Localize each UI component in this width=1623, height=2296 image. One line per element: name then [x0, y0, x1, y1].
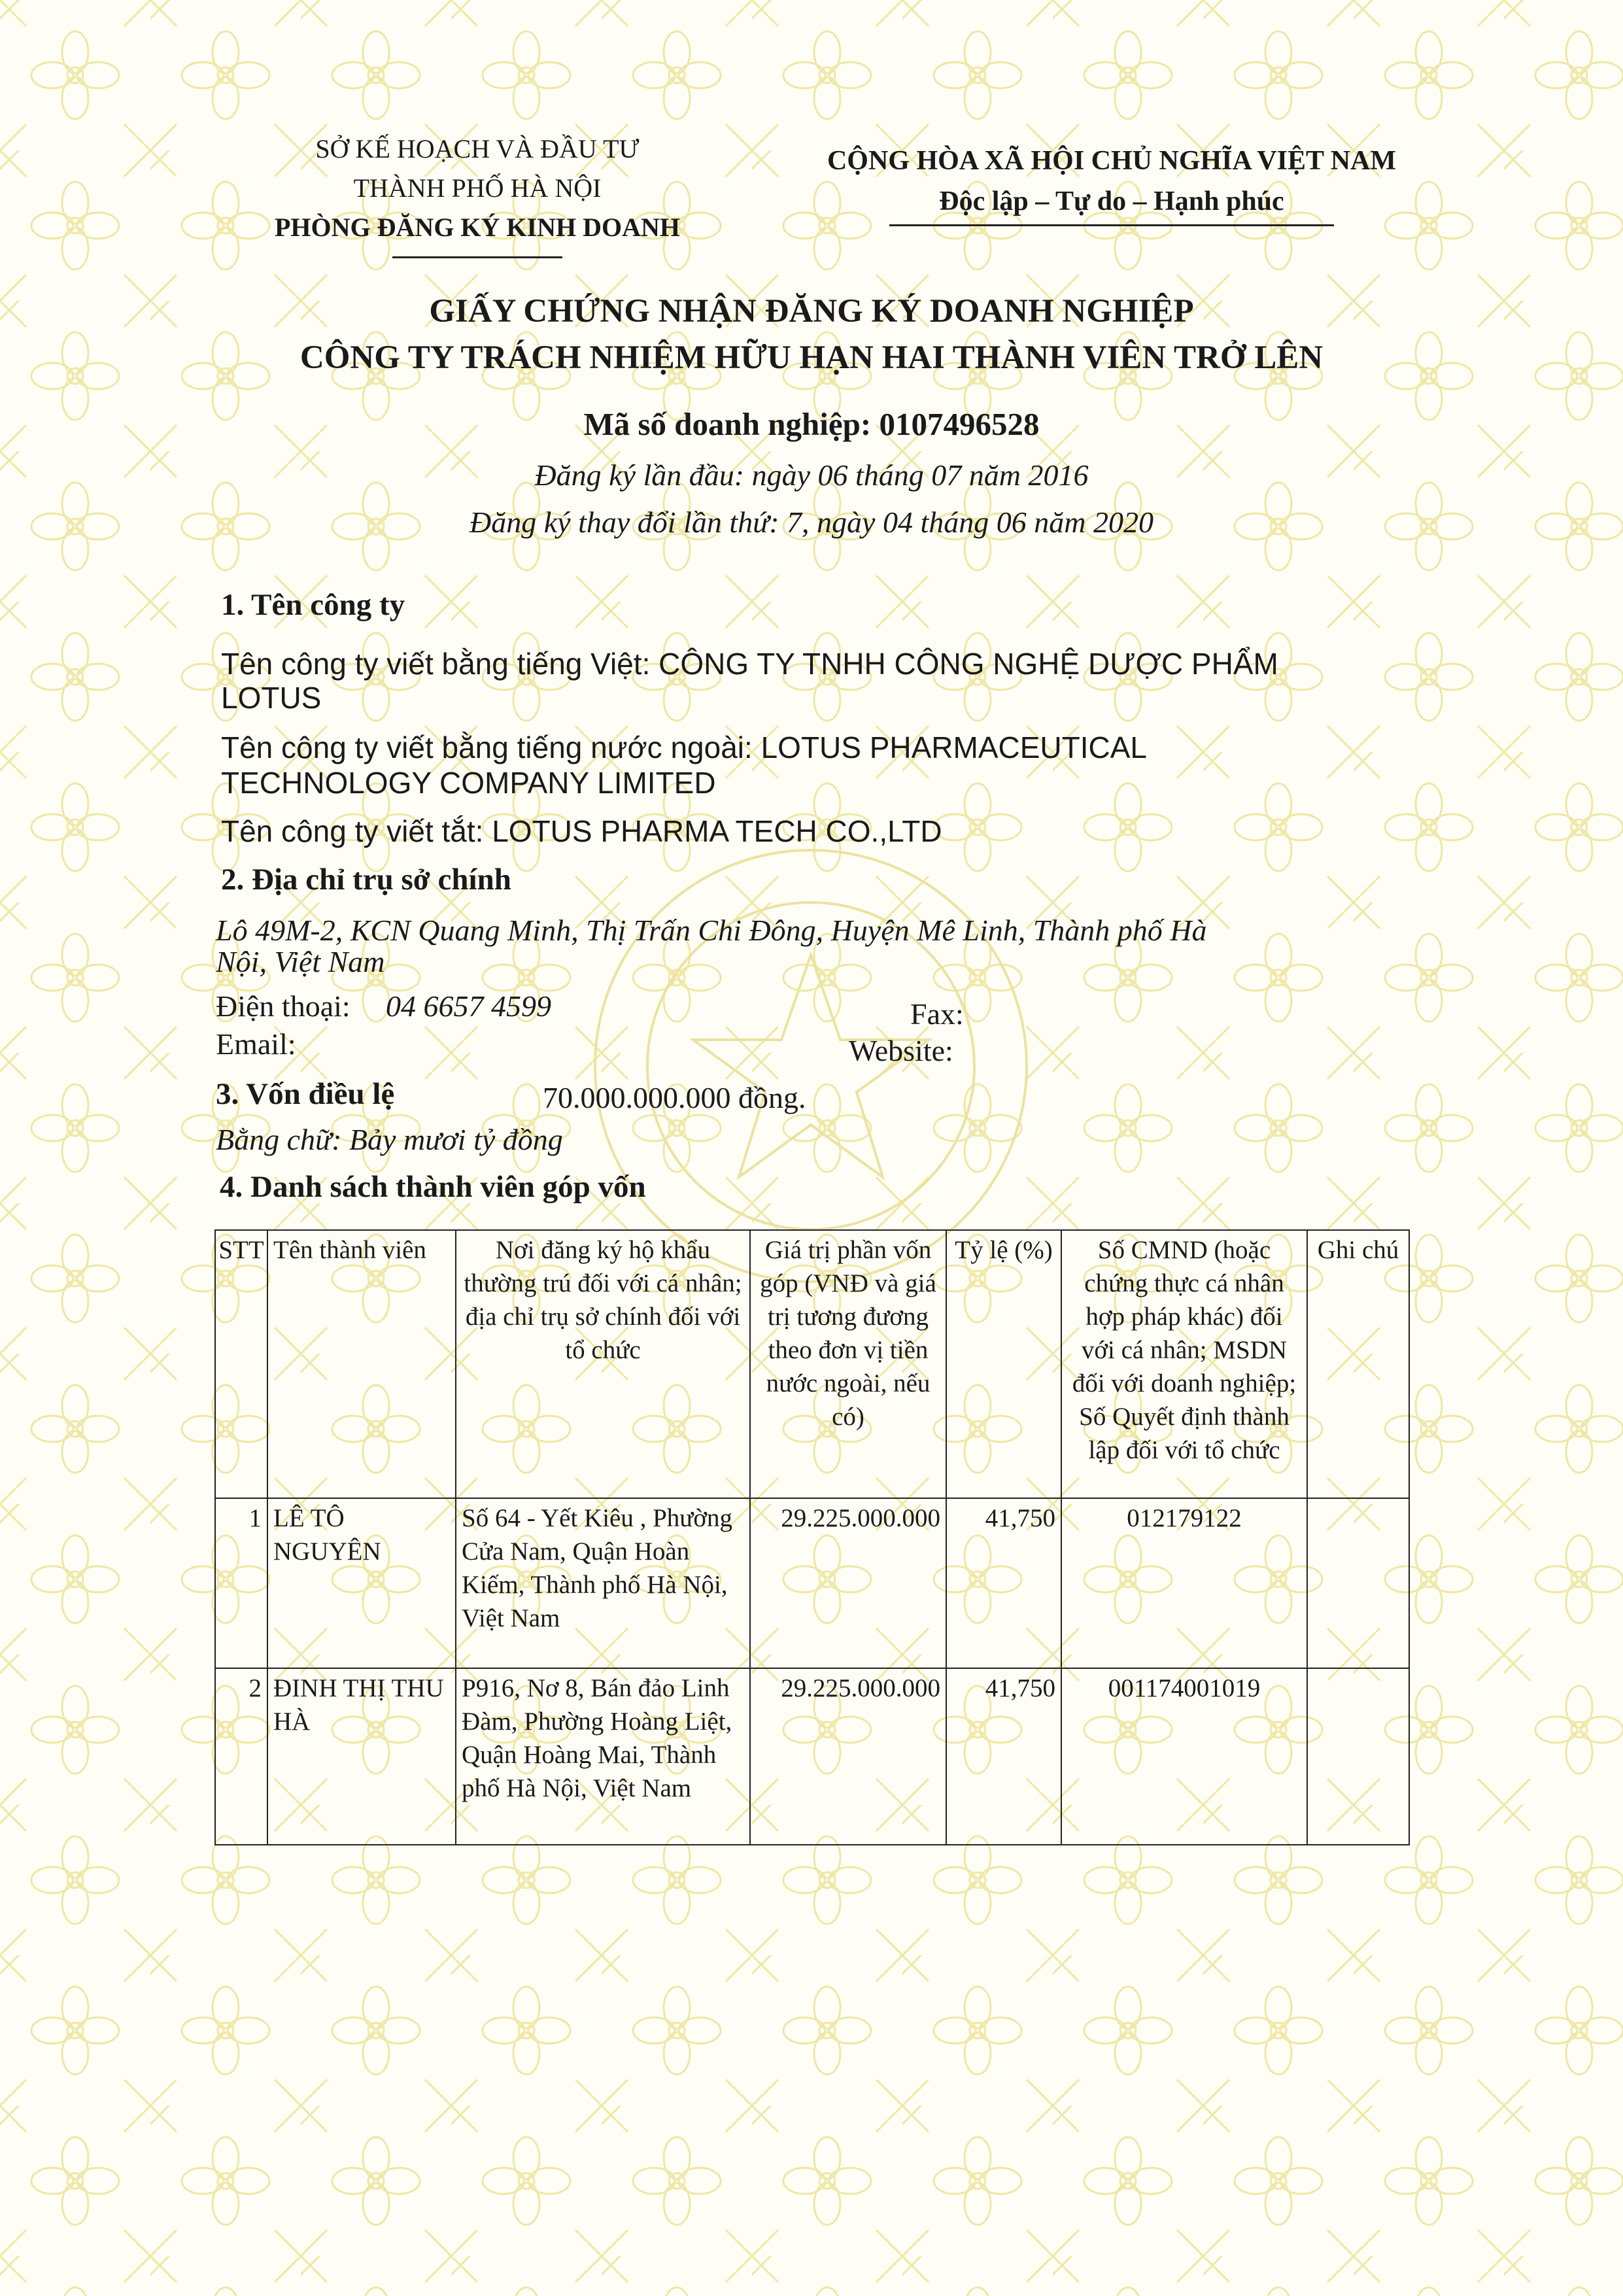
row-stt: 1: [215, 1498, 267, 1668]
company-name-short: Tên công ty viết tắt: LOTUS PHARMA TECH CO.,LTD: [221, 814, 942, 848]
company-name-vietnamese: Tên công ty viết bằng tiếng Việt: CÔNG TY TNHH CÔNG NGHỆ DƯỢC PHẨM: [221, 647, 1278, 681]
national-motto: [778, 141, 1445, 222]
table-row: [215, 1668, 1409, 1845]
fax-label: Fax:: [910, 997, 964, 1031]
authority-line-3: PHÒNG ĐĂNG KÝ KINH DOANH: [275, 213, 680, 242]
issuing-authority: [209, 129, 745, 247]
company-name-vietnamese-cont: LOTUS: [221, 681, 322, 715]
charter-capital-words: Bằng chữ: Bảy mươi tỷ đồng: [216, 1123, 563, 1156]
motto-underline: [889, 224, 1334, 226]
row-capital-value: 29.225.000.000: [750, 1498, 946, 1668]
col-id-number: Số CMND (hoặc chứng thực cá nhân hợp pháp khác) đối với cá nhân; MSDN đối với doanh nghiệp; Số Quyết định thành lập đối với tổ chức: [1061, 1230, 1307, 1498]
authority-line-1: SỞ KẾ HOẠCH VÀ ĐẦU TƯ: [315, 134, 640, 163]
row-id-number: 001174001019: [1061, 1668, 1307, 1845]
section-members-heading: 4. Danh sách thành viên góp vốn: [220, 1170, 646, 1204]
col-capital-value: Giá trị phần vốn góp (VNĐ và giá trị tương đương theo đơn vị tiền nước ngoài, nếu có): [750, 1230, 946, 1498]
row-ratio: 41,750: [946, 1498, 1061, 1668]
motto: Độc lập – Tự do – Hạnh phúc: [939, 186, 1284, 216]
row-note: [1307, 1668, 1409, 1845]
certificate-subtitle: CÔNG TY TRÁCH NHIỆM HỮU HẠN HAI THÀNH VIÊN TRỞ LÊN: [299, 339, 1324, 376]
col-ratio: Tỷ lệ (%): [946, 1230, 1061, 1498]
headquarters-address-cont: Nội, Việt Nam: [216, 945, 385, 978]
row-member-name: ĐINH THỊ THU HÀ: [267, 1668, 456, 1845]
charter-capital-amount: 70.000.000.000 đồng.: [543, 1081, 806, 1114]
members-table-header: [215, 1230, 1409, 1498]
row-note: [1307, 1498, 1409, 1668]
change-registration-date: Đăng ký thay đổi lần thứ: 7, ngày 04 tháng 06 năm 2020: [470, 505, 1153, 539]
table-row: [215, 1498, 1409, 1668]
company-name-foreign: Tên công ty viết bằng tiếng nước ngoài: LOTUS PHARMACEUTICAL: [221, 730, 1148, 764]
row-capital-value: 29.225.000.000: [750, 1668, 946, 1845]
company-name-foreign-cont: TECHNOLOGY COMPANY LIMITED: [221, 766, 716, 800]
website-label: Website:: [849, 1034, 953, 1067]
section-company-name-heading: 1. Tên công ty: [221, 588, 405, 622]
section-capital-heading: 3. Vốn điều lệ: [216, 1077, 395, 1111]
enterprise-code: Mã số doanh nghiệp: 0107496528: [583, 406, 1040, 442]
row-address: P916, Nơ 8, Bán đảo Linh Đàm, Phường Hoàng Liệt, Quận Hoàng Mai, Thành phố Hà Nội, Việt Nam: [456, 1668, 750, 1845]
row-stt: 2: [215, 1668, 267, 1845]
certificate-title: GIẤY CHỨNG NHẬN ĐĂNG KÝ DOANH NGHIỆP: [429, 293, 1194, 330]
section-address-heading: 2. Địa chỉ trụ sở chính: [221, 863, 511, 897]
col-note: Ghi chú: [1307, 1230, 1409, 1498]
phone-value: 04 6657 4599: [386, 989, 551, 1023]
phone-label: Điện thoại:: [216, 989, 350, 1023]
first-registration-date: Đăng ký lần đầu: ngày 06 tháng 07 năm 2016: [534, 458, 1089, 492]
row-address: Số 64 - Yết Kiêu , Phường Cửa Nam, Quận Hoàn Kiếm, Thành phố Hà Nội, Việt Nam: [456, 1498, 750, 1668]
col-stt: STT: [215, 1230, 267, 1498]
col-address: Nơi đăng ký hộ khẩu thường trú đối với cá nhân; địa chỉ trụ sở chính đối với tổ chức: [456, 1230, 750, 1498]
members-table: [214, 1229, 1410, 1845]
authority-underline: [392, 256, 562, 258]
headquarters-address: Lô 49M-2, KCN Quang Minh, Thị Trấn Chi Đông, Huyện Mê Linh, Thành phố Hà: [216, 914, 1207, 947]
row-member-name: LÊ TÔ NGUYÊN: [267, 1498, 456, 1668]
row-ratio: 41,750: [946, 1668, 1061, 1845]
row-id-number: 012179122: [1061, 1498, 1307, 1668]
email-label: Email:: [216, 1027, 296, 1061]
country-name: CỘNG HÒA XÃ HỘI CHỦ NGHĨA VIỆT NAM: [827, 146, 1397, 176]
col-member-name: Tên thành viên: [267, 1230, 456, 1498]
authority-line-2: THÀNH PHỐ HÀ NỘI: [353, 173, 602, 203]
